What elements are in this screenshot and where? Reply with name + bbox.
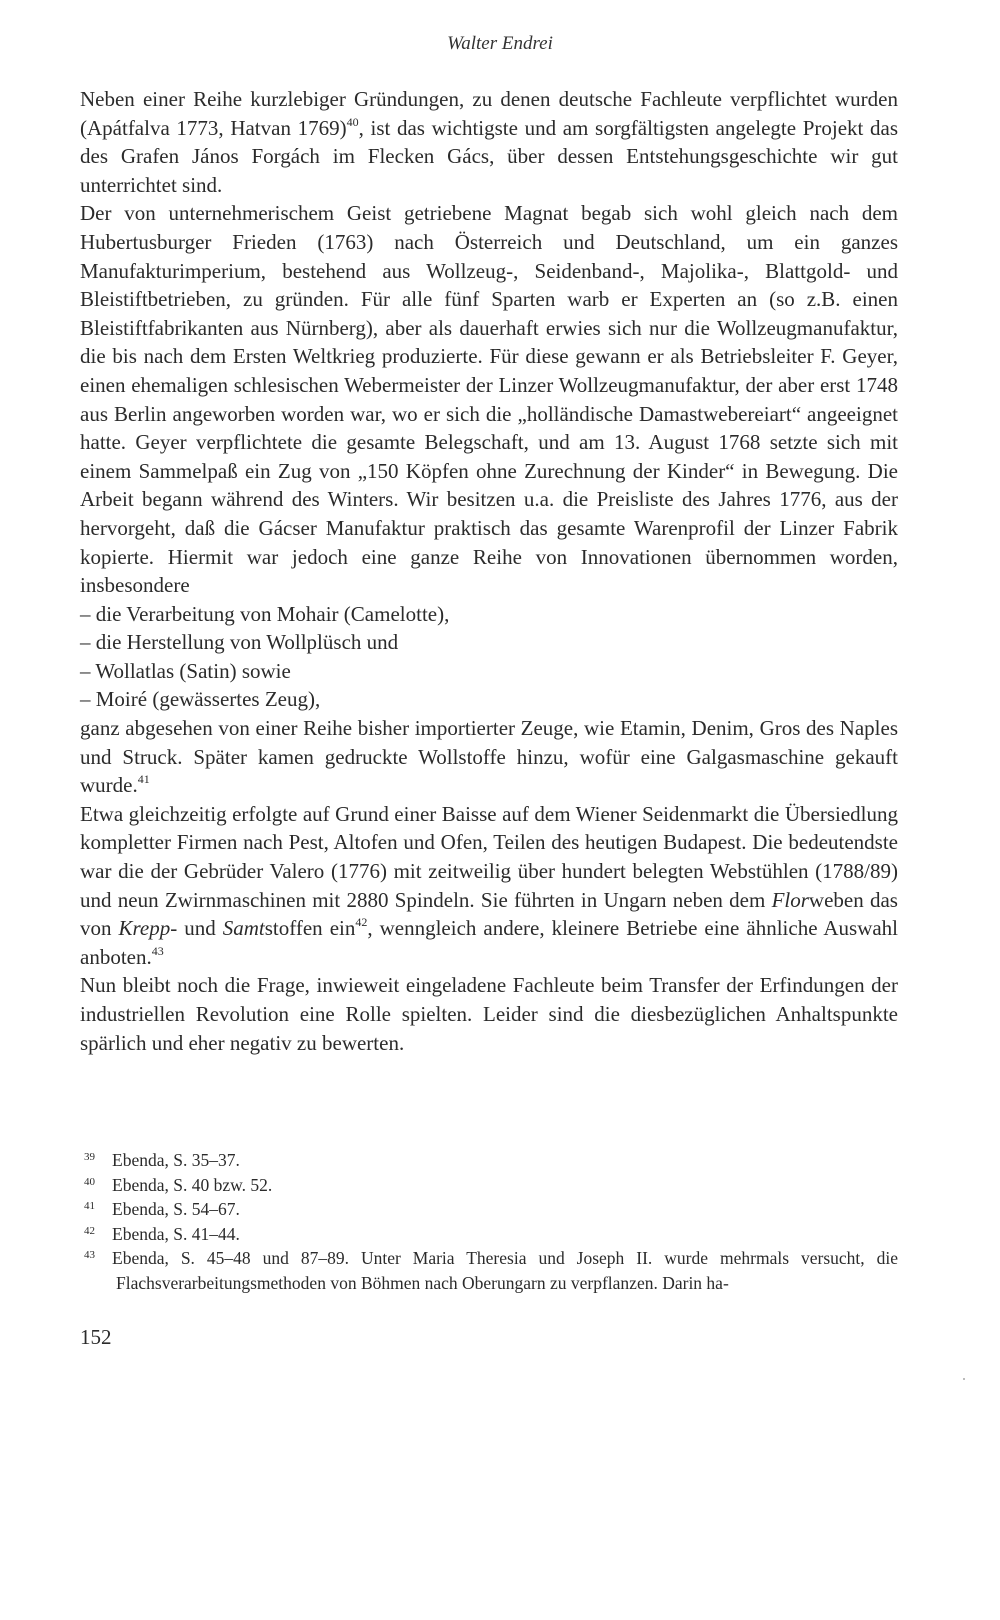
footnotes [80, 1148, 898, 1295]
footnote-text: Ebenda, S. 54–67. [112, 1199, 240, 1219]
page-number: 152 [80, 1325, 112, 1349]
paragraph-text: weben das von [80, 887, 898, 941]
footnote-text: Ebenda, S. 35–37. [112, 1150, 240, 1170]
paragraph-text: und [177, 916, 223, 941]
paragraph-text: , ist das wichtigste und am sorgfältigsten angelegte Projekt das des Grafen János Forgách im Flecken Gács, über dessen Entstehungsgeschichte wir gut unterrichtet sind. [80, 115, 898, 197]
footnote-text: Ebenda, S. 41–44. [112, 1223, 240, 1244]
paragraph-text: ganz abgesehen von einer Reihe bisher importierter Zeuge, wie Etamin, Denim, Gros des Naples und Struck. Später kamen gedruckte Wollstoffe hinzu, wofür eine Galgasmaschine gekauft wurde. [80, 716, 898, 798]
footnote: 40 Ebenda, S. 40 bzw. 52. [84, 1174, 273, 1195]
paragraph-text: stoffen ein [264, 916, 356, 941]
footnote: 39 Ebenda, S. 35–37. [84, 1150, 240, 1170]
footnote-ref: 40 [346, 114, 359, 129]
paragraph-3 [80, 714, 898, 800]
italic-term: Samt [222, 916, 265, 941]
footnote: 42 Ebenda, S. 41–44. [84, 1223, 240, 1244]
list-item: – die Verarbeitung von Mohair (Camelotte), [80, 601, 450, 626]
footnote-text: Ebenda, S. 45–48 und 87–89. Unter Maria Theresia und Joseph II. wurde mehrmals versucht, die Flachsverarbeitungsmethoden von Böhmen nach Oberungarn zu verpflanzen. Darin ha- [112, 1248, 898, 1293]
footnote-text: Ebenda, S. 40 bzw. 52. [112, 1174, 273, 1195]
footnote-ref: 41 [137, 772, 150, 787]
paragraph-2: Der von unternehmerischem Geist getriebene Magnat begab sich wohl gleich nach dem Hubertusburger Frieden (1763) nach Österreich und Deutschland, um ein ganzes Manufakturimperium, bestehend aus Wollzeug-, Seidenband-, Majolika-, Blattgold- und Bleistiftbetrieben, zu gründen. Für alle fünf Sparten warb er Experten an (so z.B. einen Bleistiftfabrikanten aus Nürnberg), aber als dauerhaft erwies sich nur die Wollzeugmanufaktur, die bis nach dem Ersten Weltkrieg produzierte. Für diese gewann er als Betriebsleiter F. Geyer, einen ehemaligen schlesischen Webermeister der Linzer Wollzeugmanufaktur, der aber erst 1748 aus Berlin angeworben worden war, wo er sich die „holländische Damastwebereiart“ angeeignet hatte. Geyer verpflichtete die gesamte Belegschaft, und am 13. August 1768 setzte sich mit einem Sammelpaß ein Zug von „150 Köpfen ohne Zurechnung der Kinder“ in Bewegung. Die Arbeit begann während des Winters. Wir besitzen u.a. die Preisliste des Jahres 1776, aus der hervorgeht, daß die Gácser Manufaktur praktisch das gesamte Warenprofil der Linzer Fabrik kopierte. Hiermit war jedoch eine ganze Reihe von Innovationen übernommen worden, insbesondere [80, 201, 898, 598]
italic-term: Krepp- [118, 916, 178, 941]
running-head: Walter Endrei [447, 33, 553, 54]
list-item: – Moiré (gewässertes Zeug), [80, 687, 321, 712]
footnote: 41 Ebenda, S. 54–67. [84, 1199, 240, 1219]
paragraph-1 [80, 85, 898, 199]
body-text [80, 85, 898, 1057]
list-item: – Wollatlas (Satin) sowie [80, 658, 291, 683]
paragraph-text: Neben einer Reihe kurzlebiger Gründungen, zu denen deutsche Fachleute verpflichtet wurden (Apátfalva 1773, Hatvan 1769) [80, 87, 898, 140]
footnote-ref: 42 [355, 915, 368, 930]
italic-term: Flor [771, 887, 809, 912]
scan-speck [963, 1378, 965, 1380]
list-item: – die Herstellung von Wollplüsch und [80, 630, 399, 655]
paragraph-4 [80, 800, 898, 972]
paragraph-text: , wenngleich andere, kleinere Betriebe eine ähnliche Auswahl anboten. [80, 916, 899, 969]
paragraph-5: Nun bleibt noch die Frage, inwieweit eingeladene Fachleute beim Transfer der Erfindungen der industriellen Revolution eine Rolle spielten. Leider sind die diesbezüglichen Anhaltspunkte spärlich und eher negativ zu bewerten. [80, 973, 898, 1055]
footnote: 43 Ebenda, S. 45–48 und 87–89. Unter Maria Theresia und Joseph II. wurde mehrmals versucht, die Flachsverarbeitungsmethoden von Böhmen nach Oberungarn zu verpflanzen. Darin ha- [84, 1248, 898, 1293]
footnote-ref: 43 [151, 943, 164, 958]
paragraph-text: Etwa gleichzeitig erfolgte auf Grund einer Baisse auf dem Wiener Seidenmarkt die Übersiedlung kompletter Firmen nach Pest, Altofen und Ofen, Teilen des heutigen Budapest. Die bedeutendste war die der Gebrüder Valero (1776) mit zeitweilig über hundert belegten Webstühlen (1788/89) und neun Zwirnmaschinen mit 2880 Spindeln. Sie führten in Ungarn neben dem [80, 801, 898, 912]
